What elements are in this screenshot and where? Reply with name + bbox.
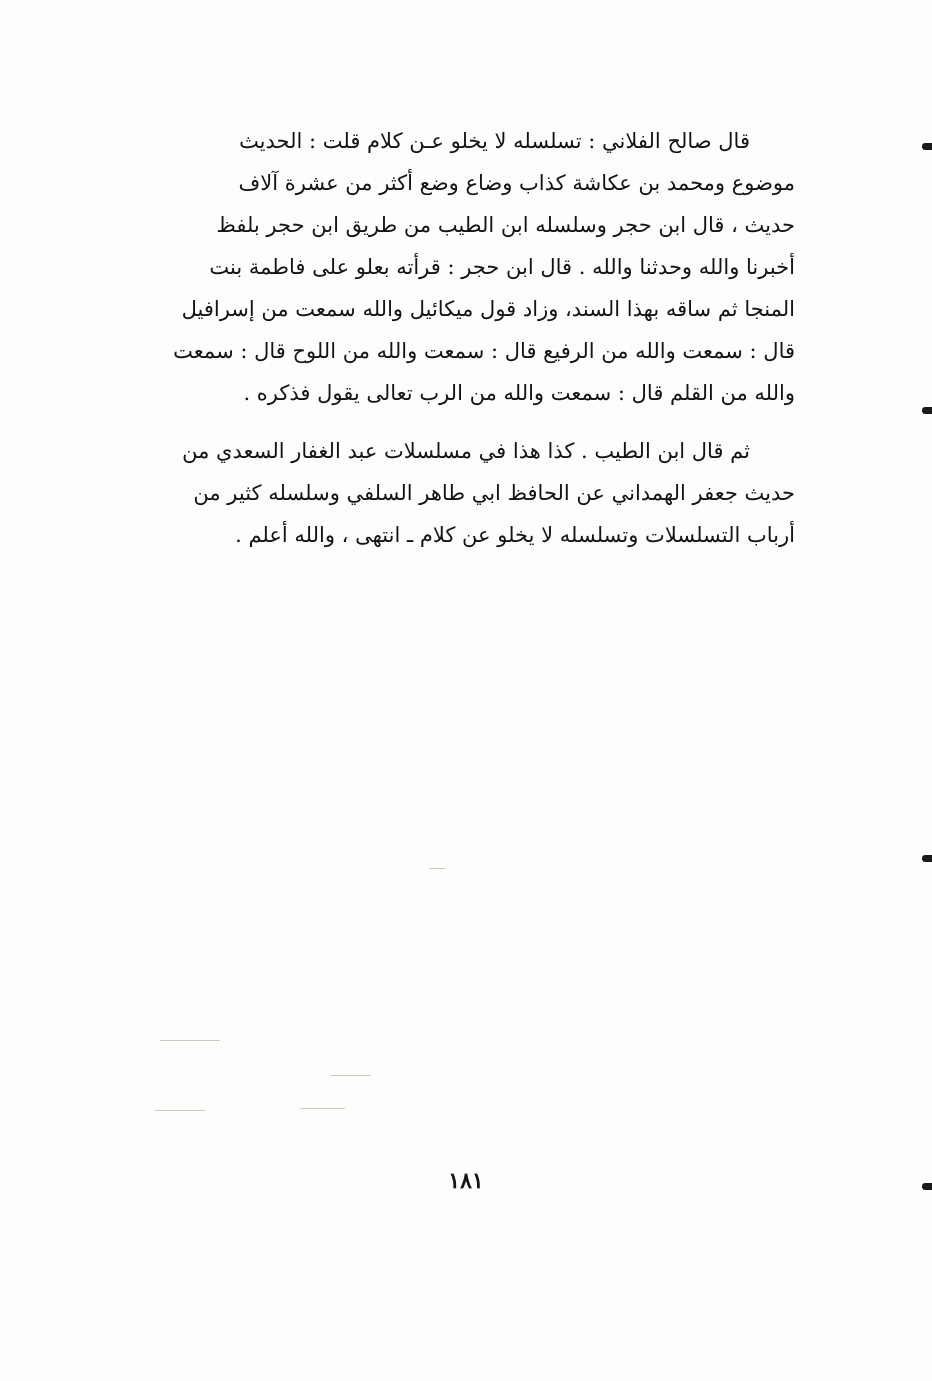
- paragraph-1: [140, 120, 795, 414]
- scan-edge-mark: [922, 1183, 932, 1190]
- paragraph-2-line-2: حديث جعفر الهمداني عن الحافظ ابي طاهر السلفي وسلسله كثير من: [193, 481, 795, 505]
- page-number: ١٨١: [448, 1168, 484, 1194]
- scan-speck: [330, 1075, 370, 1076]
- paragraph-1-line-4: أخبرنا والله وحدثنا والله . قال ابن حجر : قرأته بعلو على فاطمة بنت: [209, 255, 795, 279]
- scan-speck: [430, 868, 445, 869]
- scan-edge-mark: [922, 407, 932, 414]
- paragraph-2-line-3: أرباب التسلسلات وتسلسله لا يخلو عن كلام ـ انتهى ، والله أعلم .: [235, 523, 795, 547]
- paragraph-1-line-2: موضوع ومحمد بن عكاشة كذاب وضاع وضع أكثر من عشرة آلاف: [238, 171, 795, 195]
- paragraph-1-line-7: والله من القلم قال : سمعت والله من الرب تعالى يقول فذكره .: [243, 381, 795, 405]
- paragraph-1-line-1: قال صالح الفلاني : تسلسله لا يخلو عـن كلام قلت : الحديث: [239, 129, 750, 153]
- paragraph-1-line-5: المنجا ثم ساقه بهذا السند، وزاد قول ميكائيل والله سمعت من إسرافيل: [181, 297, 795, 321]
- scan-speck: [155, 1110, 205, 1111]
- paragraph-2: [140, 430, 795, 556]
- paragraph-1-line-3: حديث ، قال ابن حجر وسلسله ابن الطيب من طريق ابن حجر بلفظ: [216, 213, 795, 237]
- scan-speck: [300, 1108, 345, 1109]
- scan-edge-mark: [922, 143, 932, 150]
- scan-speck: [160, 1040, 220, 1041]
- paragraph-2-line-1: ثم قال ابن الطيب . كذا هذا في مسلسلات عبد الغفار السعدي من: [182, 439, 750, 463]
- scan-edge-mark: [922, 855, 932, 862]
- paragraph-1-line-6: قال : سمعت والله من الرفيع قال : سمعت والله من اللوح قال : سمعت: [173, 339, 795, 363]
